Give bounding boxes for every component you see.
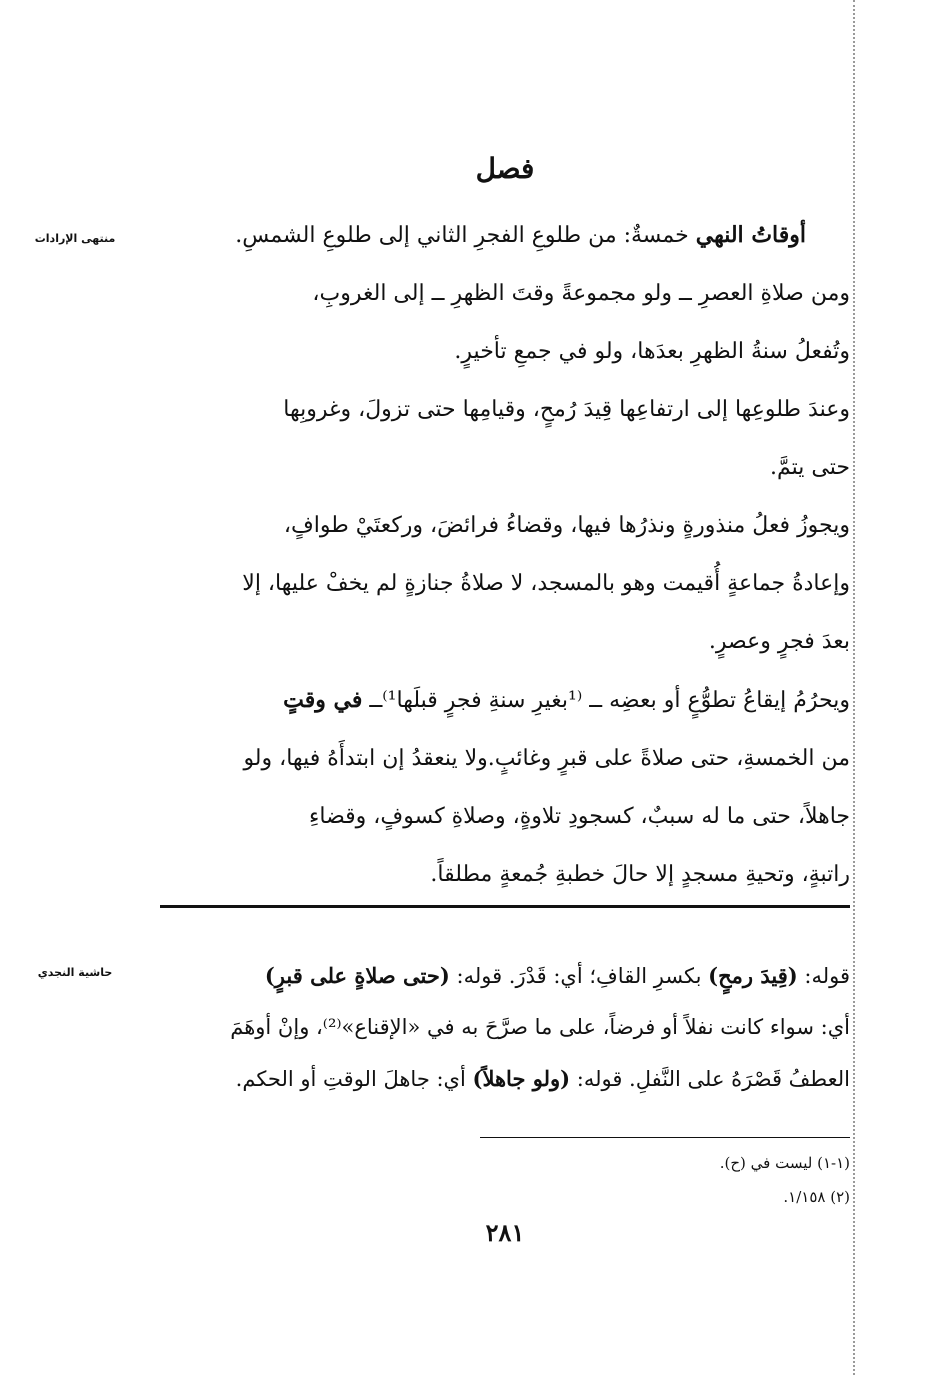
paragraph-1 <box>160 206 850 265</box>
paragraph-5-line-4: راتبةٍ، وتحيةِ مسجدٍ إلا حالَ خطبةِ جُمعةٍ مطلقاً. <box>430 862 850 887</box>
footnote-separator-rule <box>480 1137 850 1138</box>
paragraph-2-line-1: ومن صلاةِ العصرِ ــ ولو مجموعةً وقتَ الظهرِ ــ إلى الغروبِ، <box>312 281 850 306</box>
footnotes <box>480 1146 850 1214</box>
commentary-line-1-quote-1: (قِيدَ رمحٍ) <box>708 963 798 988</box>
main-text <box>160 206 850 904</box>
page-number: ٢٨١ <box>485 1218 525 1247</box>
footnote-1: (١-١) ليست في (ح). <box>719 1154 850 1172</box>
paragraph-5-line-3: جاهلاً، حتى ما له سببٌ، كسجودِ تلاوةٍ، وصلاةِ كسوفٍ، وقضاءِ <box>309 804 850 829</box>
paragraph-1-text: خمسةٌ: من طلوعِ الفجرِ الثاني إلى طلوعِ الشمسِ. <box>235 223 696 248</box>
paragraph-2 <box>160 265 850 381</box>
commentary-line-3-part-c: أي: جاهلَ الوقتِ أو الحكم. <box>235 1067 473 1091</box>
paragraph-5 <box>160 671 850 904</box>
paragraph-1-bold-heading: أوقاتُ النهي <box>695 222 806 248</box>
paragraph-2-line-2: وتُفعلُ سنةُ الظهرِ بعدَها، ولو في جمعِ تأخيرٍ. <box>454 339 850 364</box>
section-title: فصل <box>475 152 535 185</box>
commentary-line-3-part-a: العطفُ قَصْرَهُ على النَّفلِ. قوله: <box>570 1067 850 1091</box>
commentary-line-1-part-c: بكسرِ القافِ؛ أي: قَدْرَ. قوله: <box>449 964 709 988</box>
paragraph-4-line-2: وإعادةُ جماعةٍ أُقيمت وهو بالمسجد، لا صلاةُ جنازةٍ لم يخفْ عليها، إلا <box>242 571 850 596</box>
paragraph-5-line-2: من الخمسةِ، حتى صلاةً على قبرٍ وغائبٍ.ولا ينعقدُ إن ابتدأَهُ فيها، ولو <box>243 746 850 771</box>
commentary-line-1-part-a: قوله: <box>797 964 850 988</box>
commentary-line-1 <box>160 950 850 1002</box>
paragraph-4 <box>160 497 850 671</box>
commentary-line-2: أي: سواء كانت نفلاً أو فرضاً، على ما صرَّحَ به في «الإقناع»⁽²⁾، وإنْ أوهَمَ <box>230 1015 850 1039</box>
paragraph-4-line-3: بعدَ فجرٍ وعصرٍ. <box>708 629 850 654</box>
paragraph-5-line-1-bold: في وقتٍ <box>283 687 363 713</box>
page-edge-dotted-rule <box>853 0 855 1375</box>
commentary-separator-rule <box>160 905 850 908</box>
paragraph-3-line-1: وعندَ طلوعِها إلى ارتفاعِها قِيدَ رُمحٍ، وقيامِها حتى تزولَ، وغروبِها <box>283 397 850 422</box>
side-label-main-source: منتهى الإرادات <box>34 232 116 245</box>
commentary-line-3 <box>160 1053 850 1105</box>
footnote-2: (٢) ١/١٥٨. <box>783 1188 850 1206</box>
paragraph-4-line-1: ويجوزُ فعلُ منذورةٍ ونذرُها فيها، وقضاءُ فرائضَ، وركعتَيْ طوافٍ، <box>283 513 850 538</box>
commentary-line-1-quote-2: (حتى صلاةٍ على قبرٍ) <box>264 963 450 988</box>
commentary-text <box>160 950 850 1105</box>
paragraph-3-line-2: حتى يتمَّ. <box>770 455 850 480</box>
paragraph-5-line-1 <box>160 671 850 730</box>
paragraph-5-line-1-text: ويحرُمُ إيقاعُ تطوُّعٍ أو بعضِه ــ ⁽¹بغيرِ سنةِ فجرٍ قبلَها¹⁾ــ <box>362 688 850 713</box>
side-label-hashiya-source: حاشية النجدي <box>37 966 113 979</box>
commentary-line-3-quote: (ولو جاهلاً) <box>472 1066 571 1091</box>
paragraph-3 <box>160 381 850 497</box>
